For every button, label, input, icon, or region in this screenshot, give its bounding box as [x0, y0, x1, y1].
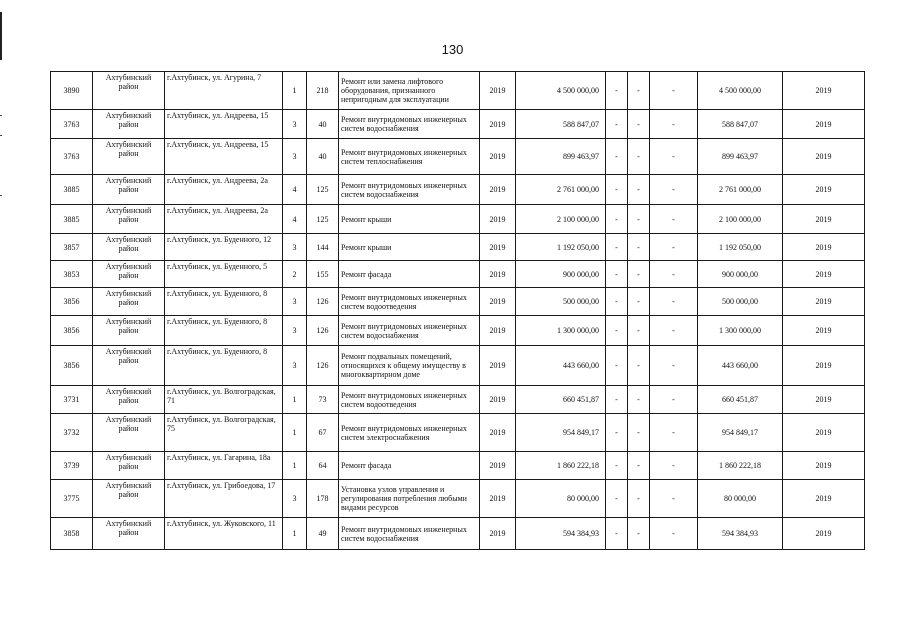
row-entrances: 4 — [283, 175, 307, 205]
table-row — [51, 518, 865, 550]
row-cost: 500 000,00 — [516, 288, 606, 316]
table-row — [51, 480, 865, 518]
binder-tick — [0, 135, 2, 136]
row-address: г.Ахтубинск, ул. Волгоградская, 75 — [165, 414, 283, 452]
row-fund-3: - — [650, 261, 698, 288]
row-year: 2019 — [480, 72, 516, 110]
row-cost: 443 660,00 — [516, 346, 606, 386]
row-completion-year: 2019 — [783, 234, 865, 261]
row-fund-3: - — [650, 452, 698, 480]
row-year: 2019 — [480, 346, 516, 386]
row-completion-year: 2019 — [783, 288, 865, 316]
row-cost: 1 860 222,18 — [516, 452, 606, 480]
row-fund-2: - — [628, 288, 650, 316]
row-entrances: 1 — [283, 414, 307, 452]
row-district: Ахтубинский район — [93, 518, 165, 550]
row-cost: 900 000,00 — [516, 261, 606, 288]
row-fund-3: - — [650, 205, 698, 234]
row-district: Ахтубинский район — [93, 205, 165, 234]
row-apartments: 40 — [307, 139, 339, 175]
row-id: 3775 — [51, 480, 93, 518]
row-total: 443 660,00 — [698, 346, 783, 386]
binder-tick — [0, 195, 2, 196]
row-fund-3: - — [650, 175, 698, 205]
table-row — [51, 110, 865, 139]
row-completion-year: 2019 — [783, 261, 865, 288]
row-fund-2: - — [628, 234, 650, 261]
row-total: 660 451,87 — [698, 386, 783, 414]
row-address: г.Ахтубинск, ул. Жуковского, 11 — [165, 518, 283, 550]
row-cost: 4 500 000,00 — [516, 72, 606, 110]
table-row — [51, 139, 865, 175]
row-work-type: Ремонт внутридомовых инженерных систем водоснабжения — [339, 110, 480, 139]
row-entrances: 3 — [283, 346, 307, 386]
row-year: 2019 — [480, 234, 516, 261]
row-fund-2: - — [628, 261, 650, 288]
row-work-type: Ремонт внутридомовых инженерных систем водоснабжения — [339, 316, 480, 346]
row-fund-3: - — [650, 234, 698, 261]
row-entrances: 1 — [283, 72, 307, 110]
row-year: 2019 — [480, 288, 516, 316]
row-id: 3731 — [51, 386, 93, 414]
row-apartments: 126 — [307, 316, 339, 346]
row-work-type: Ремонт фасада — [339, 452, 480, 480]
row-address: г.Ахтубинск, ул. Буденного, 8 — [165, 288, 283, 316]
row-year: 2019 — [480, 261, 516, 288]
row-fund-3: - — [650, 316, 698, 346]
row-apartments: 125 — [307, 205, 339, 234]
row-cost: 2 761 000,00 — [516, 175, 606, 205]
row-completion-year: 2019 — [783, 346, 865, 386]
row-id: 3856 — [51, 346, 93, 386]
row-id: 3885 — [51, 175, 93, 205]
table-row — [51, 414, 865, 452]
row-cost: 1 192 050,00 — [516, 234, 606, 261]
row-fund-1: - — [606, 386, 628, 414]
row-completion-year: 2019 — [783, 72, 865, 110]
row-apartments: 64 — [307, 452, 339, 480]
row-district: Ахтубинский район — [93, 72, 165, 110]
row-cost: 954 849,17 — [516, 414, 606, 452]
row-fund-1: - — [606, 480, 628, 518]
row-address: г.Ахтубинск, ул. Андреева, 2а — [165, 205, 283, 234]
row-fund-1: - — [606, 110, 628, 139]
row-total: 80 000,00 — [698, 480, 783, 518]
row-cost: 2 100 000,00 — [516, 205, 606, 234]
row-address: г.Ахтубинск, ул. Буденного, 8 — [165, 346, 283, 386]
row-apartments: 155 — [307, 261, 339, 288]
row-fund-2: - — [628, 316, 650, 346]
row-apartments: 178 — [307, 480, 339, 518]
row-completion-year: 2019 — [783, 139, 865, 175]
row-year: 2019 — [480, 452, 516, 480]
row-id: 3853 — [51, 261, 93, 288]
row-completion-year: 2019 — [783, 175, 865, 205]
row-fund-1: - — [606, 234, 628, 261]
table-row — [51, 234, 865, 261]
row-completion-year: 2019 — [783, 316, 865, 346]
row-apartments: 49 — [307, 518, 339, 550]
row-fund-1: - — [606, 414, 628, 452]
row-apartments: 126 — [307, 346, 339, 386]
row-fund-3: - — [650, 414, 698, 452]
row-year: 2019 — [480, 110, 516, 139]
repair-program-table — [50, 71, 865, 550]
row-id: 3732 — [51, 414, 93, 452]
row-cost: 594 384,93 — [516, 518, 606, 550]
row-fund-2: - — [628, 414, 650, 452]
row-entrances: 1 — [283, 452, 307, 480]
row-total: 2 100 000,00 — [698, 205, 783, 234]
row-cost: 660 451,87 — [516, 386, 606, 414]
row-id: 3763 — [51, 139, 93, 175]
row-cost: 899 463,97 — [516, 139, 606, 175]
row-fund-2: - — [628, 480, 650, 518]
row-district: Ахтубинский район — [93, 316, 165, 346]
row-total: 900 000,00 — [698, 261, 783, 288]
row-entrances: 3 — [283, 139, 307, 175]
table-row — [51, 261, 865, 288]
row-fund-3: - — [650, 386, 698, 414]
row-district: Ахтубинский район — [93, 346, 165, 386]
table-row — [51, 316, 865, 346]
row-entrances: 2 — [283, 261, 307, 288]
row-fund-3: - — [650, 72, 698, 110]
row-fund-3: - — [650, 110, 698, 139]
row-work-type: Ремонт внутридомовых инженерных систем водоотведения — [339, 288, 480, 316]
row-work-type: Ремонт внутридомовых инженерных систем теплоснабжения — [339, 139, 480, 175]
row-fund-2: - — [628, 518, 650, 550]
row-address: г.Ахтубинск, ул. Буденного, 5 — [165, 261, 283, 288]
row-district: Ахтубинский район — [93, 452, 165, 480]
row-fund-2: - — [628, 205, 650, 234]
row-fund-1: - — [606, 316, 628, 346]
row-work-type: Ремонт крыши — [339, 205, 480, 234]
row-total: 588 847,07 — [698, 110, 783, 139]
row-completion-year: 2019 — [783, 518, 865, 550]
row-fund-1: - — [606, 139, 628, 175]
row-fund-2: - — [628, 386, 650, 414]
table-row — [51, 452, 865, 480]
row-entrances: 4 — [283, 205, 307, 234]
row-completion-year: 2019 — [783, 205, 865, 234]
row-year: 2019 — [480, 175, 516, 205]
row-total: 2 761 000,00 — [698, 175, 783, 205]
row-fund-1: - — [606, 452, 628, 480]
row-apartments: 126 — [307, 288, 339, 316]
row-address: г.Ахтубинск, ул. Агурина, 7 — [165, 72, 283, 110]
row-address: г.Ахтубинск, ул. Волгоградская, 71 — [165, 386, 283, 414]
row-entrances: 3 — [283, 316, 307, 346]
table-row — [51, 288, 865, 316]
row-id: 3885 — [51, 205, 93, 234]
row-district: Ахтубинский район — [93, 386, 165, 414]
row-apartments: 144 — [307, 234, 339, 261]
table-row — [51, 205, 865, 234]
row-year: 2019 — [480, 205, 516, 234]
row-id: 3858 — [51, 518, 93, 550]
table-row — [51, 72, 865, 110]
row-year: 2019 — [480, 518, 516, 550]
row-apartments: 40 — [307, 110, 339, 139]
row-address: г.Ахтубинск, ул. Андреева, 2а — [165, 175, 283, 205]
row-cost: 588 847,07 — [516, 110, 606, 139]
row-total: 1 860 222,18 — [698, 452, 783, 480]
row-apartments: 125 — [307, 175, 339, 205]
row-entrances: 3 — [283, 110, 307, 139]
row-id: 3739 — [51, 452, 93, 480]
row-fund-1: - — [606, 288, 628, 316]
row-total: 594 384,93 — [698, 518, 783, 550]
row-fund-3: - — [650, 518, 698, 550]
row-year: 2019 — [480, 386, 516, 414]
row-fund-2: - — [628, 346, 650, 386]
row-total: 500 000,00 — [698, 288, 783, 316]
table-row — [51, 346, 865, 386]
row-district: Ахтубинский район — [93, 139, 165, 175]
row-completion-year: 2019 — [783, 386, 865, 414]
row-work-type: Ремонт фасада — [339, 261, 480, 288]
row-total: 899 463,97 — [698, 139, 783, 175]
row-total: 1 300 000,00 — [698, 316, 783, 346]
row-address: г.Ахтубинск, ул. Грибоедова, 17 — [165, 480, 283, 518]
row-fund-2: - — [628, 110, 650, 139]
row-fund-2: - — [628, 175, 650, 205]
table-row — [51, 175, 865, 205]
row-total: 954 849,17 — [698, 414, 783, 452]
row-fund-2: - — [628, 72, 650, 110]
row-work-type: Ремонт внутридомовых инженерных систем водоснабжения — [339, 518, 480, 550]
row-fund-1: - — [606, 518, 628, 550]
row-completion-year: 2019 — [783, 452, 865, 480]
row-total: 4 500 000,00 — [698, 72, 783, 110]
row-apartments: 73 — [307, 386, 339, 414]
row-fund-2: - — [628, 452, 650, 480]
row-work-type: Ремонт внутридомовых инженерных систем водоотведения — [339, 386, 480, 414]
row-fund-3: - — [650, 288, 698, 316]
row-id: 3856 — [51, 316, 93, 346]
row-district: Ахтубинский район — [93, 110, 165, 139]
row-id: 3856 — [51, 288, 93, 316]
row-apartments: 67 — [307, 414, 339, 452]
row-year: 2019 — [480, 316, 516, 346]
page-number: 130 — [441, 42, 464, 57]
row-fund-3: - — [650, 346, 698, 386]
row-entrances: 3 — [283, 234, 307, 261]
row-work-type: Ремонт подвальных помещений, относящихся к общему имуществу в многоквартирном доме — [339, 346, 480, 386]
row-district: Ахтубинский район — [93, 234, 165, 261]
row-id: 3890 — [51, 72, 93, 110]
row-address: г.Ахтубинск, ул. Буденного, 12 — [165, 234, 283, 261]
row-year: 2019 — [480, 414, 516, 452]
row-fund-3: - — [650, 139, 698, 175]
row-district: Ахтубинский район — [93, 414, 165, 452]
row-completion-year: 2019 — [783, 110, 865, 139]
row-work-type: Ремонт или замена лифтового оборудования, признанного непригодным для эксплуатации — [339, 72, 480, 110]
row-fund-1: - — [606, 72, 628, 110]
row-address: г.Ахтубинск, ул. Андреева, 15 — [165, 110, 283, 139]
row-district: Ахтубинский район — [93, 175, 165, 205]
row-work-type: Установка узлов управления и регулирования потребления любыми видами ресурсов — [339, 480, 480, 518]
table-row — [51, 386, 865, 414]
row-district: Ахтубинский район — [93, 480, 165, 518]
row-fund-1: - — [606, 175, 628, 205]
row-cost: 80 000,00 — [516, 480, 606, 518]
binder-tick — [0, 115, 2, 116]
row-entrances: 1 — [283, 386, 307, 414]
row-apartments: 218 — [307, 72, 339, 110]
row-address: г.Ахтубинск, ул. Гагарина, 18а — [165, 452, 283, 480]
row-address: г.Ахтубинск, ул. Андреева, 15 — [165, 139, 283, 175]
row-work-type: Ремонт крыши — [339, 234, 480, 261]
row-fund-1: - — [606, 346, 628, 386]
row-completion-year: 2019 — [783, 480, 865, 518]
row-cost: 1 300 000,00 — [516, 316, 606, 346]
row-completion-year: 2019 — [783, 414, 865, 452]
row-id: 3857 — [51, 234, 93, 261]
row-district: Ахтубинский район — [93, 288, 165, 316]
row-fund-1: - — [606, 261, 628, 288]
row-year: 2019 — [480, 480, 516, 518]
row-fund-2: - — [628, 139, 650, 175]
row-district: Ахтубинский район — [93, 261, 165, 288]
row-year: 2019 — [480, 139, 516, 175]
row-work-type: Ремонт внутридомовых инженерных систем электроснабжения — [339, 414, 480, 452]
row-work-type: Ремонт внутридомовых инженерных систем водоснабжения — [339, 175, 480, 205]
row-total: 1 192 050,00 — [698, 234, 783, 261]
row-entrances: 1 — [283, 518, 307, 550]
row-entrances: 3 — [283, 288, 307, 316]
row-entrances: 3 — [283, 480, 307, 518]
row-fund-3: - — [650, 480, 698, 518]
row-id: 3763 — [51, 110, 93, 139]
row-fund-1: - — [606, 205, 628, 234]
row-address: г.Ахтубинск, ул. Буденного, 8 — [165, 316, 283, 346]
